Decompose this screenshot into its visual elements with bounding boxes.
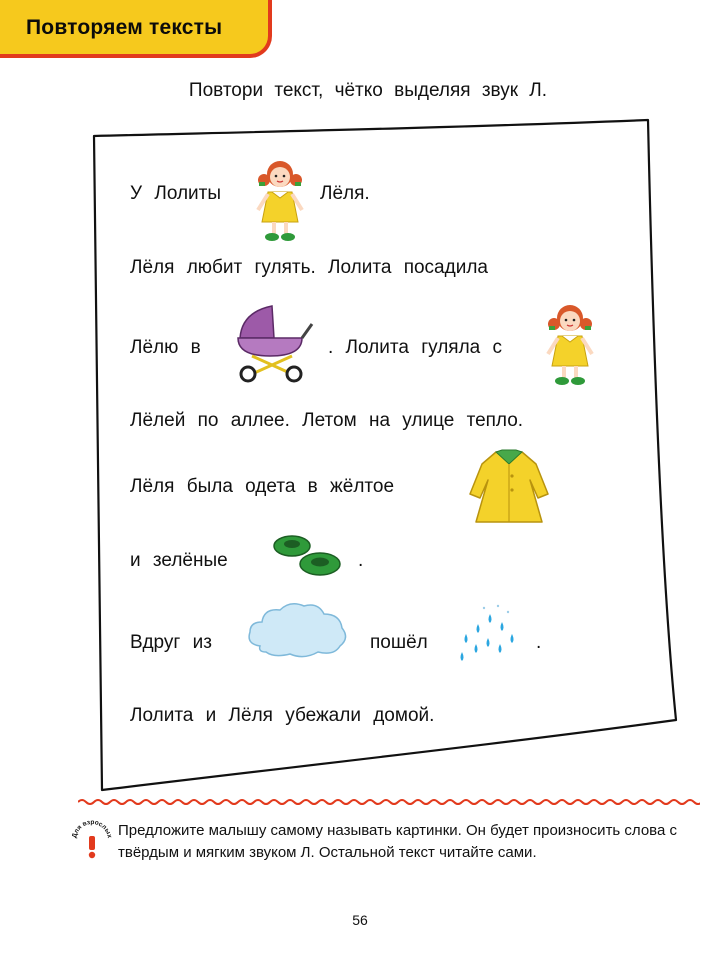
doll-icon	[540, 296, 600, 388]
shoes-icon	[272, 530, 346, 580]
divider	[78, 796, 700, 808]
for-adults-badge	[72, 818, 112, 862]
story-line-5: Лёля была одета в жёлтое	[130, 476, 395, 497]
instruction: Повтори текст, чётко выделяя звук Л.	[188, 80, 548, 101]
story-line-6b: .	[358, 550, 364, 571]
story-line-4: Лёлей по аллее. Летом на улице тепло.	[130, 410, 524, 431]
stroller-icon	[232, 298, 318, 384]
story-line-3a: Лёлю в	[130, 337, 201, 358]
story-line-7c: .	[536, 632, 542, 653]
story-line-1a: У Лолиты	[130, 183, 222, 204]
exclamation-icon	[72, 818, 112, 862]
cloud-icon	[244, 598, 350, 662]
doll-icon	[250, 152, 310, 244]
for-adults-label: ля взрослы	[72, 818, 112, 836]
page-number: 56	[352, 912, 368, 928]
coat-icon	[466, 446, 552, 526]
story-line-6a: и зелёные	[130, 550, 228, 571]
story-line-7b: пошёл	[370, 632, 428, 653]
rain-icon	[454, 604, 524, 666]
story-line-1b: Лёля.	[320, 183, 370, 204]
story-line-7a: Вдруг из	[130, 632, 212, 653]
story-line-8: Лолита и Лёля убежали домой.	[130, 705, 435, 726]
section-title: Повторяем тексты	[26, 16, 223, 39]
story-line-3b: . Лолита гуляла с	[328, 337, 503, 358]
story-line-2: Лёля любит гулять. Лолита посадила	[130, 257, 488, 278]
note-text: Предложите малышу самому называть картинки. Он будет произносить слова с твёрдым и мягким звуком Л. Остальной текст читайте сами.	[118, 822, 677, 861]
